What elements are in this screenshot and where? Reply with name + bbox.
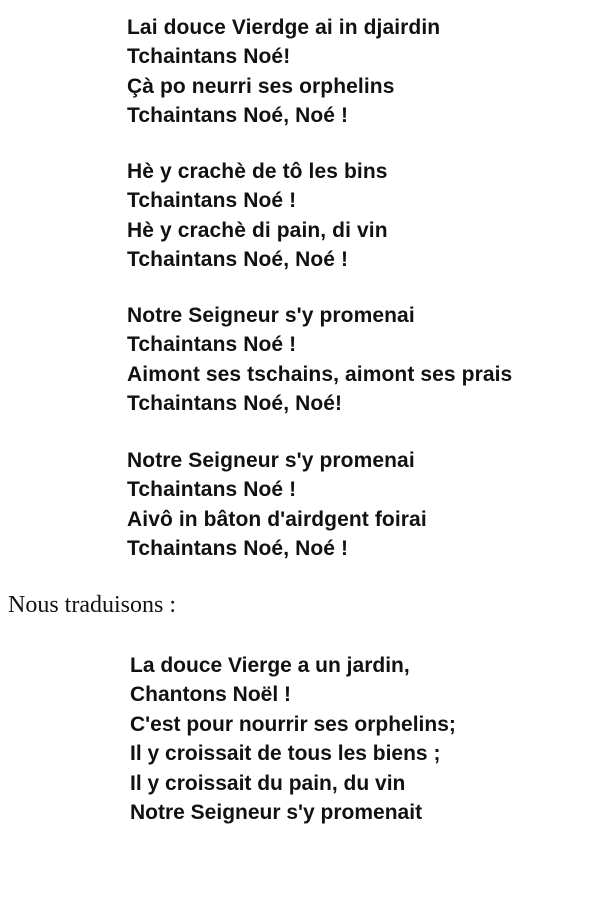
verse-line: Tchaintans Noé, Noé ! (127, 536, 349, 560)
verse-line: Notre Seigneur s'y promenai (127, 304, 415, 327)
verse-line: Tchaintans Noé ! (127, 333, 297, 357)
translation-line: Notre Seigneur s'y promenait (130, 801, 423, 825)
verse-line: Çà po neurri ses orphelins (127, 74, 395, 98)
translation-stanza (130, 651, 456, 827)
verse-line: Tchaintans Noé, Noé ! (127, 103, 349, 127)
verse-line: Hè y crachè di pain, di vin (127, 218, 388, 242)
verse-line: Tchaintans Noé ! (127, 189, 297, 213)
verse-line: Lai douce Vierdge ai in djairdin (127, 16, 441, 39)
verse-line: Aivô in bâton d'airdgent foirai (127, 507, 427, 531)
verse-line: Hè y crachè de tô les bins (127, 160, 388, 183)
stanza-4 (127, 446, 427, 563)
verse-line: Aimont ses tschains, aimont ses prais (127, 362, 513, 386)
verse-line: Tchaintans Noé ! (127, 478, 297, 502)
translation-intro: Nous traduisons : (8, 592, 176, 618)
stanza-1 (127, 13, 440, 130)
translation-line: Chantons Noël ! (130, 683, 291, 707)
translation-line: Il y croissait du pain, du vin (130, 771, 406, 795)
translation-line: La douce Vierge a un jardin, (130, 654, 410, 677)
translation-line: Il y croissait de tous les biens ; (130, 742, 441, 766)
verse-line: Tchaintans Noé, Noé! (127, 391, 343, 415)
stanza-2 (127, 157, 388, 274)
verse-line: Tchaintans Noé, Noé ! (127, 247, 349, 271)
translation-line: C'est pour nourrir ses orphelins; (130, 712, 456, 736)
stanza-3 (127, 301, 512, 418)
verse-line: Tchaintans Noé! (127, 45, 291, 69)
verse-line: Notre Seigneur s'y promenai (127, 449, 415, 472)
